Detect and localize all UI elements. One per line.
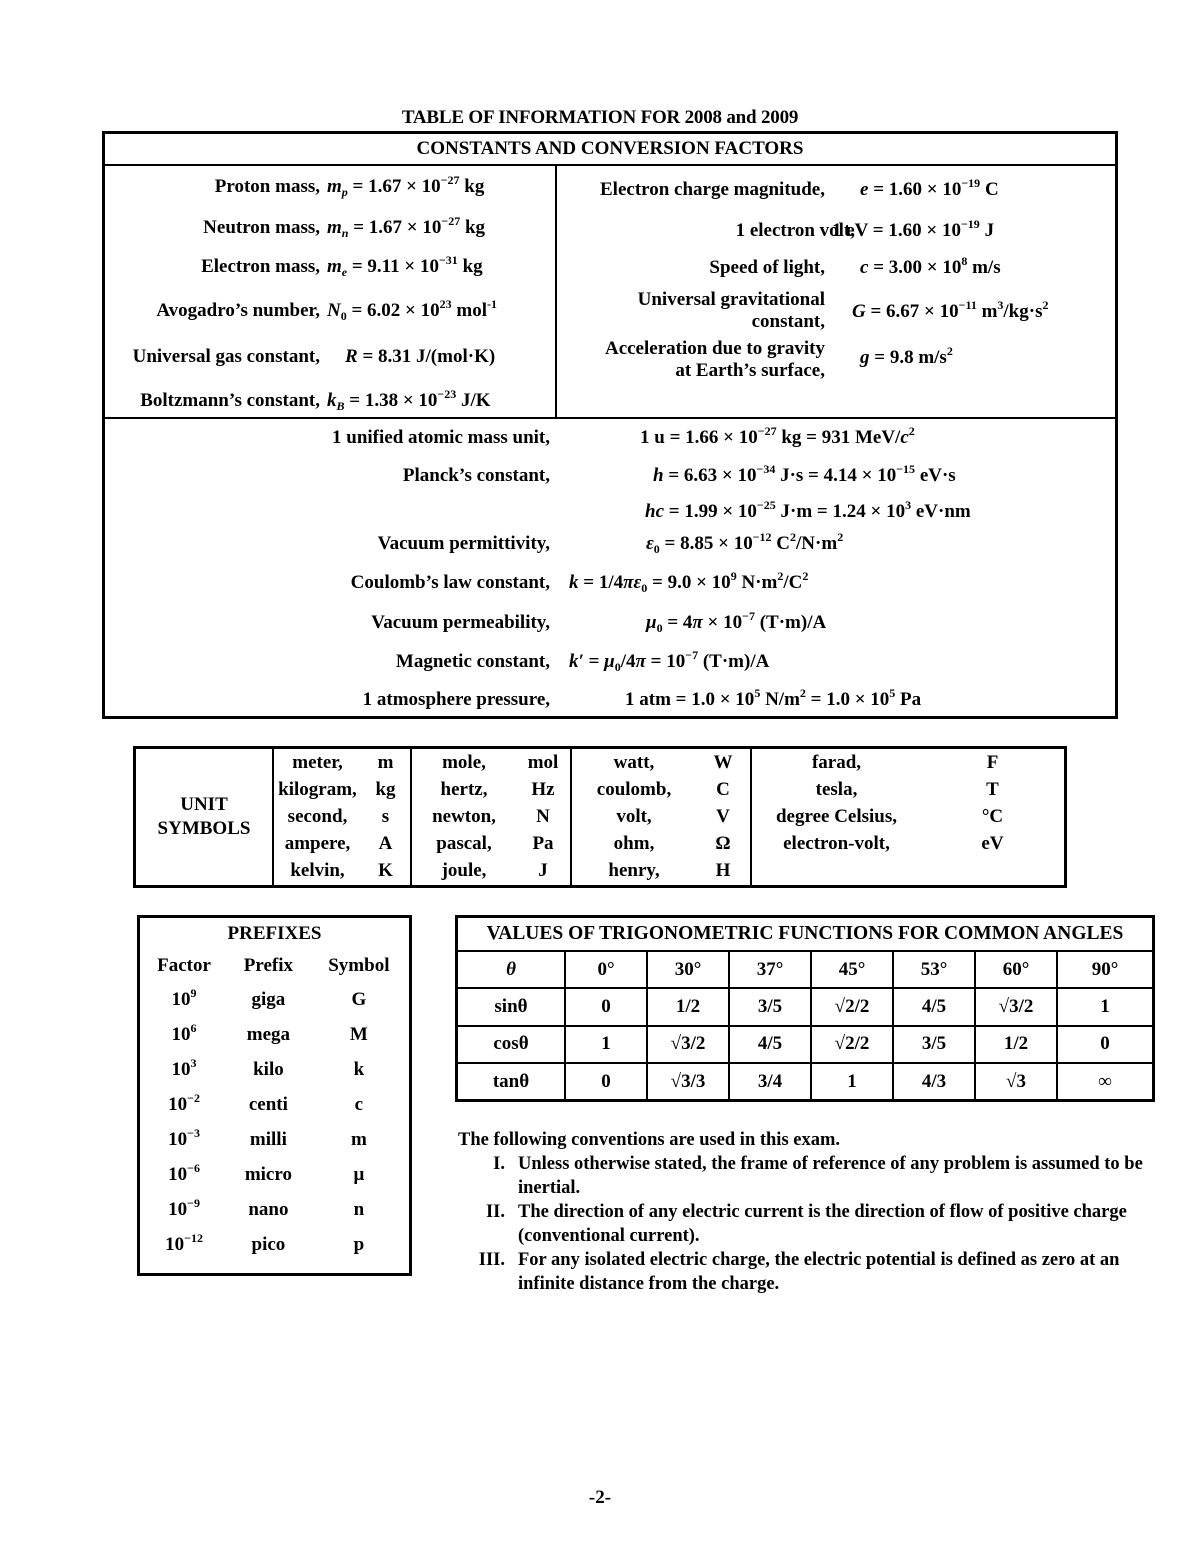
factor-exponent: 9 bbox=[190, 985, 197, 1000]
factor-exponent: 3 bbox=[190, 1055, 197, 1070]
coulomb-value: $k = 1/4\pi\varepsilon_0 = 9.0 \times 10^9$ $N\cdot m^2/C^2$ bbox=[569, 569, 809, 595]
angle-header: 45° bbox=[811, 951, 893, 988]
unit-name: second, bbox=[273, 803, 361, 830]
trig-row-tan bbox=[458, 1063, 1152, 1099]
unit-name: electron-volt, bbox=[751, 831, 921, 858]
unit-name: hertz, bbox=[411, 776, 516, 803]
column-header: Factor bbox=[157, 955, 211, 976]
prefixes-table bbox=[137, 915, 412, 1276]
trig-function: cosθ bbox=[458, 1026, 565, 1063]
unit-symbol: Ω bbox=[715, 833, 731, 855]
constant-label: Speed of light, bbox=[709, 257, 825, 278]
convention-number: I. bbox=[493, 1154, 505, 1174]
unit-name bbox=[751, 858, 921, 885]
unit-name: pascal, bbox=[411, 831, 516, 858]
trig-value: 1/2 bbox=[647, 988, 729, 1025]
neutron-mass-value: $m_n = 1.67 \times 10^{-27}$ kg bbox=[327, 214, 486, 240]
prefix-symbol: μ bbox=[353, 1163, 365, 1185]
gas-constant-value: R = 8.31 J/(mol·K) bbox=[345, 346, 496, 367]
heading-line: SYMBOLS bbox=[157, 818, 251, 839]
trig-value: √3 bbox=[975, 1063, 1057, 1099]
unit-symbol: N bbox=[536, 805, 550, 827]
prefix-name: mega bbox=[246, 1023, 291, 1045]
conventions-intro: The following conventions are used in this exam. bbox=[458, 1130, 841, 1150]
heading-line: UNIT bbox=[180, 794, 228, 815]
trig-value: 4/5 bbox=[729, 1026, 811, 1063]
unit-symbol: H bbox=[715, 860, 731, 882]
factor-exponent: −12 bbox=[184, 1230, 203, 1245]
convention-number: III. bbox=[478, 1250, 505, 1270]
unit-symbol: F bbox=[986, 751, 999, 773]
constant-label: Vacuum permeability, bbox=[371, 612, 550, 633]
prefix-name: nano bbox=[248, 1198, 289, 1220]
prefix-factor: $10^9$ bbox=[171, 985, 197, 1010]
unit-name: farad, bbox=[751, 749, 921, 776]
page-number: -2- bbox=[588, 1487, 612, 1508]
avogadro-value: $N_0 = 6.02 \times 10^{23}$ mol$^{-1}$ bbox=[327, 297, 497, 323]
magnetic-constant-value: $k' = \mu_0/4\pi = 10^{-7}$ (T·m)/A bbox=[569, 648, 770, 674]
prefix-row bbox=[140, 1017, 409, 1052]
trig-row-sin bbox=[458, 988, 1152, 1025]
constant-label: Magnetic constant, bbox=[395, 651, 550, 672]
constants-table bbox=[102, 131, 1118, 719]
trig-value: 0 bbox=[565, 988, 647, 1025]
unit-name: tesla, bbox=[751, 776, 921, 803]
unit-name: joule, bbox=[411, 858, 516, 885]
unit-name: henry, bbox=[571, 858, 696, 885]
constant-label: Vacuum permittivity, bbox=[377, 533, 550, 554]
trig-value: 0 bbox=[1057, 1026, 1152, 1063]
unit-name: meter, bbox=[273, 749, 361, 776]
prefix-symbol: c bbox=[354, 1093, 364, 1115]
trig-value: 1 bbox=[811, 1063, 893, 1099]
proton-mass-value: $m_p = 1.67 \times 10^{-27}$ kg bbox=[327, 173, 485, 199]
boltzmann-value: $k_B = 1.38 \times 10^{-23}$ J/K bbox=[327, 387, 491, 413]
unit-symbol: T bbox=[986, 778, 999, 800]
trig-value: 4/5 bbox=[893, 988, 975, 1025]
unit-name: degree Celsius, bbox=[751, 803, 921, 830]
unit-row bbox=[136, 858, 1064, 885]
trig-value: 3/4 bbox=[729, 1063, 811, 1099]
factor-exponent: −6 bbox=[187, 1160, 200, 1175]
prefix-factor: $10^{-6}$ bbox=[168, 1160, 200, 1185]
constant-label: Proton mass, bbox=[214, 176, 320, 197]
prefix-symbol: n bbox=[353, 1198, 365, 1220]
prefix-name: giga bbox=[251, 988, 286, 1010]
prefix-factor: $10^3$ bbox=[171, 1055, 197, 1080]
trig-value: √2/2 bbox=[811, 988, 893, 1025]
constants-upper-section bbox=[105, 166, 1115, 419]
trig-value: 1 bbox=[565, 1026, 647, 1063]
angle-header-row bbox=[458, 951, 1152, 988]
prefix-row bbox=[140, 1157, 409, 1192]
factor-exponent: −9 bbox=[187, 1195, 200, 1210]
prefix-factor: $10^6$ bbox=[171, 1020, 197, 1045]
constant-label: Planck’s constant, bbox=[402, 465, 550, 486]
unit-row bbox=[136, 831, 1064, 858]
constant-label: Coulomb’s law constant, bbox=[350, 572, 550, 593]
angle-header: 30° bbox=[647, 951, 729, 988]
trig-value: 3/5 bbox=[729, 988, 811, 1025]
prefix-row bbox=[140, 1052, 409, 1087]
prefix-name: kilo bbox=[253, 1058, 284, 1080]
permeability-value: $\mu_0 = 4\pi \times 10^{-7}$ (T·m)/A bbox=[646, 609, 827, 635]
trig-value: √3/2 bbox=[975, 988, 1057, 1025]
prefixes-title: PREFIXES bbox=[227, 923, 322, 944]
theta-symbol: θ bbox=[506, 958, 516, 980]
trig-value: 4/3 bbox=[893, 1063, 975, 1099]
factor-exponent: 6 bbox=[190, 1020, 197, 1035]
constant-label: Avogadro’s number, bbox=[156, 300, 320, 321]
unit-symbol: s bbox=[381, 805, 390, 827]
convention-text: Unless otherwise stated, the frame of reference of any problem is assumed to be inertial. bbox=[518, 1154, 1143, 1198]
unit-symbol: eV bbox=[981, 833, 1004, 855]
convention-item bbox=[458, 1200, 1163, 1248]
constant-label: Boltzmann’s constant, bbox=[140, 390, 320, 411]
unit-row bbox=[136, 776, 1064, 803]
factor-exponent: −3 bbox=[187, 1125, 200, 1140]
constants-header: CONSTANTS AND CONVERSION FACTORS bbox=[105, 134, 1115, 166]
constant-label: Neutron mass, bbox=[203, 217, 320, 238]
unit-name: mole, bbox=[411, 749, 516, 776]
electron-charge-value: $e = 1.60 \times 10^{-19}$ C bbox=[860, 176, 999, 200]
prefix-row bbox=[140, 1192, 409, 1227]
unit-name: ohm, bbox=[571, 831, 696, 858]
prefix-row bbox=[140, 1087, 409, 1122]
page-title: TABLE OF INFORMATION FOR 2008 and 2009 bbox=[401, 107, 799, 128]
exam-conventions bbox=[458, 1128, 1163, 1296]
unit-name: watt, bbox=[571, 749, 696, 776]
prefix-row bbox=[140, 1122, 409, 1157]
constant-label bbox=[605, 338, 825, 382]
label-line: Acceleration due to gravity bbox=[604, 338, 825, 359]
angle-header: 0° bbox=[565, 951, 647, 988]
unit-symbol bbox=[921, 858, 1064, 885]
prefix-name: micro bbox=[244, 1163, 292, 1185]
trig-row-cos bbox=[458, 1026, 1152, 1063]
prefix-name: pico bbox=[251, 1233, 286, 1255]
factor-exponent: −2 bbox=[187, 1090, 200, 1105]
prefix-name: milli bbox=[249, 1128, 287, 1150]
prefix-factor: $10^{-3}$ bbox=[168, 1125, 200, 1150]
unit-symbol: °C bbox=[981, 805, 1004, 827]
convention-item bbox=[458, 1248, 1163, 1296]
constant-label: Electron mass, bbox=[201, 256, 320, 277]
prefix-symbol: G bbox=[351, 988, 367, 1010]
trig-values-table bbox=[455, 915, 1155, 1102]
prefix-factor: $10^{-12}$ bbox=[165, 1230, 203, 1255]
angle-header bbox=[458, 951, 565, 988]
trig-function: sinθ bbox=[458, 988, 565, 1025]
convention-number: II. bbox=[485, 1202, 505, 1222]
prefix-symbol: M bbox=[349, 1023, 368, 1045]
trig-value: 1 bbox=[1057, 988, 1152, 1025]
atomic-mass-unit-value: 1 $u = 1.66 \times 10^{-27}$ kg = 931 MeV/$c^2$ bbox=[640, 424, 915, 448]
speed-of-light-value: $c = 3.00 \times 10^8$ m/s bbox=[860, 254, 1001, 278]
gravity-acceleration-value: g = 9.8 $m/s^2$ bbox=[860, 344, 953, 368]
trig-value: √3/3 bbox=[647, 1063, 729, 1099]
convention-text: The direction of any electric current is the direction of flow of positive charge (conventional current). bbox=[518, 1202, 1127, 1246]
unit-name: ampere, bbox=[273, 831, 361, 858]
unit-row bbox=[136, 803, 1064, 830]
column-divider bbox=[555, 166, 557, 417]
trig-value: √2/2 bbox=[811, 1026, 893, 1063]
convention-item bbox=[458, 1152, 1163, 1200]
column-header: Symbol bbox=[328, 955, 390, 976]
gravitational-constant-value: $G = 6.67 \times 10^{-11}$ $m^3/kg\cdot s^2$ bbox=[852, 298, 1049, 322]
constant-label bbox=[638, 289, 825, 333]
prefix-symbol: m bbox=[350, 1128, 367, 1150]
unit-row bbox=[136, 749, 1064, 776]
angle-header: 53° bbox=[893, 951, 975, 988]
angle-header: 90° bbox=[1057, 951, 1152, 988]
prefix-row bbox=[140, 982, 409, 1017]
unit-symbol: mol bbox=[527, 751, 559, 773]
unit-symbol: kg bbox=[375, 778, 396, 800]
unit-symbol: W bbox=[713, 751, 733, 773]
prefix-symbol: p bbox=[353, 1233, 365, 1255]
electron-volt-value: 1 eV = $1.60 \times 10^{-19}$ J bbox=[832, 217, 995, 241]
unit-name: volt, bbox=[571, 803, 696, 830]
trig-function: tanθ bbox=[458, 1063, 565, 1099]
unit-symbol: Pa bbox=[532, 833, 554, 855]
trig-title: VALUES OF TRIGONOMETRIC FUNCTIONS FOR COMMON ANGLES bbox=[458, 918, 1152, 951]
trig-value: 0 bbox=[565, 1063, 647, 1099]
prefix-name: centi bbox=[248, 1093, 288, 1115]
constant-label: Electron charge magnitude, bbox=[600, 179, 825, 200]
trig-value: ∞ bbox=[1057, 1063, 1152, 1099]
planck-value: $h = 6.63 \times 10^{-34}$ $J\cdot s = 4.14 \times 10^{-15}$ eV·s bbox=[653, 462, 956, 486]
hc-value: hc = $1.99 \times 10^{-25}$ $J\cdot m = 1.24 \times 10^3$ eV·nm bbox=[645, 498, 971, 522]
constant-label: 1 electron volt, bbox=[735, 220, 855, 241]
unit-symbol: V bbox=[716, 805, 730, 827]
constant-label: 1 atmosphere pressure, bbox=[362, 689, 550, 710]
label-line: constant, bbox=[751, 311, 825, 332]
trig-value: 1/2 bbox=[975, 1026, 1057, 1063]
prefix-factor: $10^{-9}$ bbox=[168, 1195, 200, 1220]
constant-label: 1 unified atomic mass unit, bbox=[332, 427, 550, 448]
prefix-factor: $10^{-2}$ bbox=[168, 1090, 200, 1115]
label-line: Universal gravitational bbox=[637, 289, 825, 310]
unit-name: newton, bbox=[411, 803, 516, 830]
unit-symbol: J bbox=[538, 860, 548, 882]
unit-symbol: Hz bbox=[531, 778, 555, 800]
unit-name: kilogram, bbox=[273, 776, 361, 803]
label-line: at Earth’s surface, bbox=[675, 360, 825, 381]
unit-symbols-heading bbox=[136, 749, 273, 885]
electron-mass-value: $m_e = 9.11 \times 10^{-31}$ kg bbox=[327, 253, 483, 279]
column-header: Prefix bbox=[243, 955, 294, 976]
constants-lower-section bbox=[105, 419, 1115, 719]
unit-symbols-table bbox=[133, 746, 1067, 888]
unit-symbol: m bbox=[377, 751, 394, 773]
permittivity-value: $\varepsilon_0 = 8.85 \times 10^{-12}$ $C^2/N\cdot m^2$ bbox=[646, 530, 844, 556]
unit-symbol: K bbox=[378, 860, 393, 882]
atmosphere-value: 1 atm = $1.0 \times 10^5$ $N/m^2 = 1.0 \times 10^5$ Pa bbox=[625, 686, 922, 710]
trig-value: √3/2 bbox=[647, 1026, 729, 1063]
trig-value: 3/5 bbox=[893, 1026, 975, 1063]
prefix-symbol: k bbox=[353, 1058, 365, 1080]
unit-symbol: C bbox=[716, 778, 730, 800]
unit-name: coulomb, bbox=[571, 776, 696, 803]
constant-label: Universal gas constant, bbox=[132, 346, 320, 367]
angle-header: 60° bbox=[975, 951, 1057, 988]
prefix-row bbox=[140, 1227, 409, 1262]
angle-header: 37° bbox=[729, 951, 811, 988]
unit-name: kelvin, bbox=[273, 858, 361, 885]
convention-text: For any isolated electric charge, the electric potential is defined as zero at an infinite distance from the charge. bbox=[518, 1250, 1120, 1294]
unit-symbol: A bbox=[378, 833, 393, 855]
